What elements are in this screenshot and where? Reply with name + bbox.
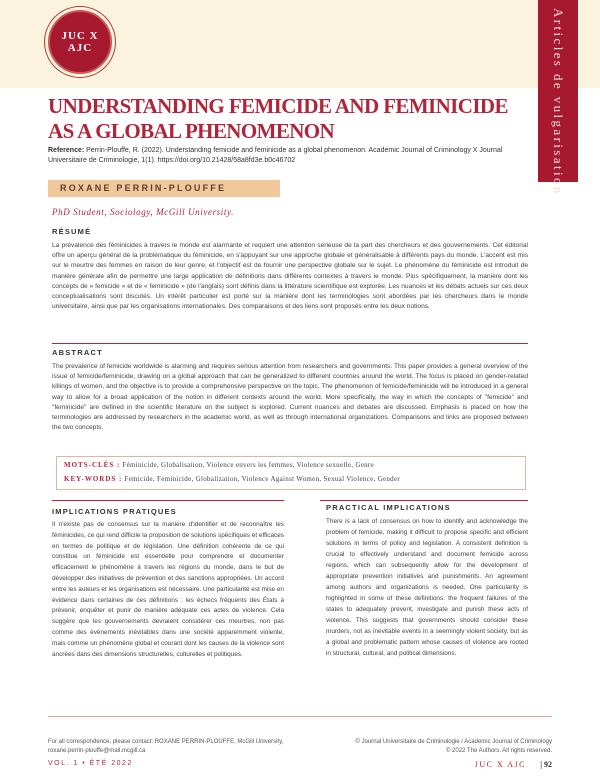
implications-fr-text: Il n'existe pas de consensus sur la manière d'identifier et de reconnaître les féminicides, ce qui rend difficile la proposition de solutions spécifiques et efficaces en termes de politique et de législation. Une définition cohérente de ce qui constitue un féminicide est essentielle pour comprendre et documenter efficacement le phénomène à travers les régions du monde, dans le but de développer des initiatives de prévention et des sanctions appropriées. Un accord entre les auteurs et les organisations est nécessaire. Une particularité est mise en évidence dans certaines de ces définitions : les échecs fréquents des États à prévenir, enquêter et punir de manière adéquate ces actes de violence. Cela suggère que les gouvernements devraient considérer ces meurtres, non pas comme des événements inévitables dans une société apparemment violente, mais comme un phénomène global et courant dont les causes de la violence sont ancrées dans des dimensions structurelles, culturelles et politiques. xyxy=(52,521,284,658)
resume-text: La prévalence des féminicides à travers le monde est alarmante et requiert une attention sérieuse de la part des chercheurs et des gouvernements. Cet éditorial offre un aperçu général de la problématique du féminicide, en s'appuyant sur une approche globale et généralisable à différents pays du monde. L'accent est mis sur le meurtre des femmes en raison de leur genre, et l'objectif est de fournir une perspective globale sur le sujet. Le phénomène du féminicide est introduit de manière générale afin de permettre une large application de définitions dans différents contextes à travers le monde. Plus spécifiquement, la manière dont les concepts de « femicide » et de « feminicide » (de l'anglais) sont définis dans la littérature scientifique est explorée. Les nuances et les débats actuels sur ces deux conceptualisations sont discutés. Un intérêt particulier est porté sur la manière dont les terminologies sont abordées par les chercheurs dans le monde universitaire, ainsi que par les organisations internationales. Des comparaisons et des liens sont proposés entre les deux notions. xyxy=(52,242,528,311)
implications-en-heading: PRACTICAL IMPLICATIONS xyxy=(326,503,451,512)
reference-label: Reference: xyxy=(48,147,85,154)
resume-heading: RÉSUMÉ xyxy=(52,227,92,236)
page-number: | 92 xyxy=(540,760,552,769)
abstract-heading: ABSTRACT xyxy=(52,348,103,357)
page-footer-bar xyxy=(48,760,552,772)
journal-abbrev: JUC X AJC xyxy=(474,760,526,769)
keywords-en xyxy=(64,475,400,483)
logo-line-2: AJC xyxy=(67,42,93,54)
column-divider-left xyxy=(52,500,284,501)
logo-line-1: JUC X xyxy=(61,30,99,42)
implications-en-text: There is a lack of consensus on how to identify and acknowledge the problem of femicide, making it difficult to propose specific and efficient solutions in terms of policy and legislation. A consistent definition is crucial to effectively understand and document femicide across regions, which can subsequently allow for the development of appropriate prevention initiatives and punishments. An agreement among authors and organizations is needed. One particularity is highlighted in some of these definitions: the frequent failures of the states to adequately prevent, investigate and punish these acts of violence. This suggests that governments should consider these murders, not as inevitable events in a seemingly violent society, but as a global and problematic pattern whose causes of violence are rooted in structural, cultural, and political dimensions. xyxy=(326,518,528,657)
column-divider-right xyxy=(320,500,528,501)
article-title: UNDERSTANDING FEMICIDE AND FEMINICIDE AS A GLOBAL PHENOMENON xyxy=(48,94,508,143)
volume-issue: VOL. 1 • ÉTÉ 2022 xyxy=(48,760,133,767)
author-name: ROXANE PERRIN-PLOUFFE xyxy=(60,183,227,193)
keywords-en-text: Femicide, Feminicide, Globalization, Violence Against Women, Sexual Violence, Gender xyxy=(124,475,400,483)
reference-text[interactable]: Perrin-Plouffe, R. (2022). Understanding femicide and feminicide as a global phenomenon. Academic Journal of Criminology X Journal Universitaire de Criminologie, 1(1). https://doi.org/10.21428/58a8fd3e.b0c46702 xyxy=(48,147,503,164)
section-divider xyxy=(52,343,528,344)
author-affiliation: PhD Student, Sociology, McGill University. xyxy=(52,207,234,217)
copyright-line-1: © Journal Universitaire de Criminologie / Academic Journal of Criminology xyxy=(355,739,552,745)
keywords-fr xyxy=(64,461,374,469)
reference-block xyxy=(48,146,528,166)
copyright-line-2: © 2022 The Authors. All rights reserved. xyxy=(445,748,552,754)
author-band xyxy=(48,180,280,197)
footer-divider xyxy=(48,716,552,717)
keywords-en-label: KEY-WORDS : xyxy=(64,475,123,483)
side-tab-label: Articles de vulgarisation xyxy=(551,8,566,196)
section-side-tab xyxy=(538,0,578,196)
implications-fr-heading: IMPLICATIONS PRATIQUES xyxy=(52,507,177,516)
copyright-block xyxy=(312,738,552,756)
keywords-fr-text: Féminicide, Globalisation, Violence envers les femmes, Violence sexuelle, Genre xyxy=(122,461,374,469)
correspondence-note: For all correspondence, please contact: ROXANE PERRIN-PLOUFFE, McGill University, roxane.perrin-plouffe@mail.mcgill.ca xyxy=(48,739,284,754)
journal-logo xyxy=(48,10,112,74)
abstract-text: The prevalence of femicide worldwide is alarming and requires serious attention from researchers and governments. This paper provides a general overview of the issue of femicide/feminicide, drawing on a global approach that can be generalized to different countries around the world. The focus is placed on gender-related killings of women, and the objective is to provide a comprehensive perspective on the topic. The phenomenon of femicide/feminicide will be introduced in a general way to allow for a broad application of the notion in different contexts around the world. More specifically, the way in which the concepts of "femicide" and "feminicide" are defined in the scientific literature on the subject is explored. Current nuances and debates are discussed. Emphasis is placed on how the terminologies are addressed by researchers in the academic world, as well as through international organizations. Comparisons and links are proposed between the two concepts. xyxy=(52,363,528,432)
keywords-fr-label: MOTS-CLÉS : xyxy=(64,461,121,469)
